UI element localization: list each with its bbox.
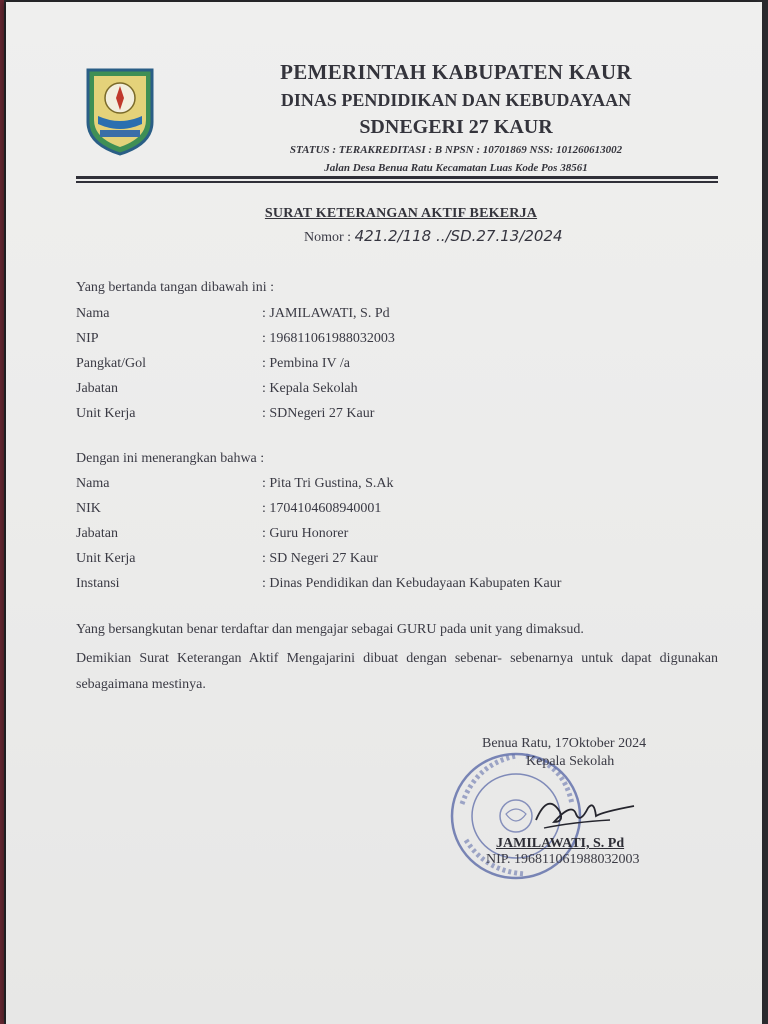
- subject-intro: Dengan ini menerangkan bahwa :: [76, 451, 265, 466]
- header-department: DINAS PENDIDIKAN DAN KEBUDAYAAN: [280, 90, 632, 110]
- field-value: : Kepala Sekolah: [262, 381, 358, 396]
- subject-row: [76, 551, 716, 571]
- field-value: : Pita Tri Gustina, S.Ak: [262, 476, 394, 491]
- field-value: : Dinas Pendidikan dan Kebudayaan Kabupaten Kaur: [262, 576, 562, 591]
- letter-number-label: Nomor :: [304, 230, 352, 245]
- signature-nip: NIP. 196811061988032003: [486, 852, 640, 867]
- field-value: : 1704104608940001: [262, 501, 382, 516]
- field-label: Unit Kerja: [76, 551, 136, 566]
- closing-paragraph: Demikian Surat Keterangan Aktif Mengajarini dibuat dengan sebenar- sebenarnya untuk dapat digunakan sebagaimana mestinya.: [76, 651, 718, 692]
- letter-number: [304, 227, 563, 246]
- field-value: : SD Negeri 27 Kaur: [262, 551, 378, 566]
- field-label: Nama: [76, 306, 110, 321]
- field-label: Instansi: [76, 576, 120, 591]
- signer-row: [76, 306, 716, 326]
- subject-row: [76, 526, 716, 546]
- signer-row: [76, 381, 716, 401]
- statement-paragraph: Yang bersangkutan benar terdaftar dan mengajar sebagai GURU pada unit yang dimaksud.: [76, 622, 584, 637]
- handwritten-signature-icon: [514, 782, 644, 842]
- field-label: Nama: [76, 476, 110, 491]
- subject-row: [76, 576, 716, 596]
- field-value: : JAMILAWATI, S. Pd: [262, 306, 390, 321]
- field-value: : SDNegeri 27 Kaur: [262, 406, 375, 421]
- field-value: : Guru Honorer: [262, 526, 349, 541]
- subject-row: [76, 501, 716, 521]
- signature-role: Kepala Sekolah: [526, 754, 615, 769]
- letter-number-value: 421.2/118 ../SD.27.13/2024: [354, 227, 563, 245]
- background-edge: [0, 0, 4, 1024]
- signer-row: [76, 331, 716, 351]
- header-government: PEMERINTAH KABUPATEN KAUR: [280, 60, 632, 84]
- field-label: Unit Kerja: [76, 406, 136, 421]
- header-address: Jalan Desa Benua Ratu Kecamatan Luas Kode Pos 38561: [324, 162, 588, 174]
- header-rule-thick: [76, 176, 718, 179]
- header-status: STATUS : TERAKREDITASI : B NPSN : 10701869 NSS: 101260613002: [289, 144, 623, 156]
- kaur-regency-emblem-icon: [84, 64, 156, 156]
- subject-row: [76, 476, 716, 496]
- signer-row: [76, 406, 716, 426]
- signer-intro: Yang bertanda tangan dibawah ini :: [76, 280, 275, 295]
- header-school: SDNEGERI 27 KAUR: [359, 116, 553, 138]
- field-label: NIK: [76, 501, 101, 516]
- signature-place-date: Benua Ratu, 17Oktober 2024: [482, 736, 647, 751]
- letter-title: SURAT KETERANGAN AKTIF BEKERJA: [264, 206, 538, 221]
- header-rule-thin: [76, 181, 718, 183]
- field-label: Jabatan: [76, 381, 118, 396]
- field-label: NIP: [76, 331, 99, 346]
- field-label: Jabatan: [76, 526, 118, 541]
- signer-row: [76, 356, 716, 376]
- field-value: : 196811061988032003: [262, 331, 395, 346]
- signature-name: JAMILAWATI, S. Pd: [496, 836, 625, 851]
- field-label: Pangkat/Gol: [76, 356, 146, 371]
- letter-page: [6, 2, 762, 1024]
- field-value: : Pembina IV /a: [262, 356, 351, 371]
